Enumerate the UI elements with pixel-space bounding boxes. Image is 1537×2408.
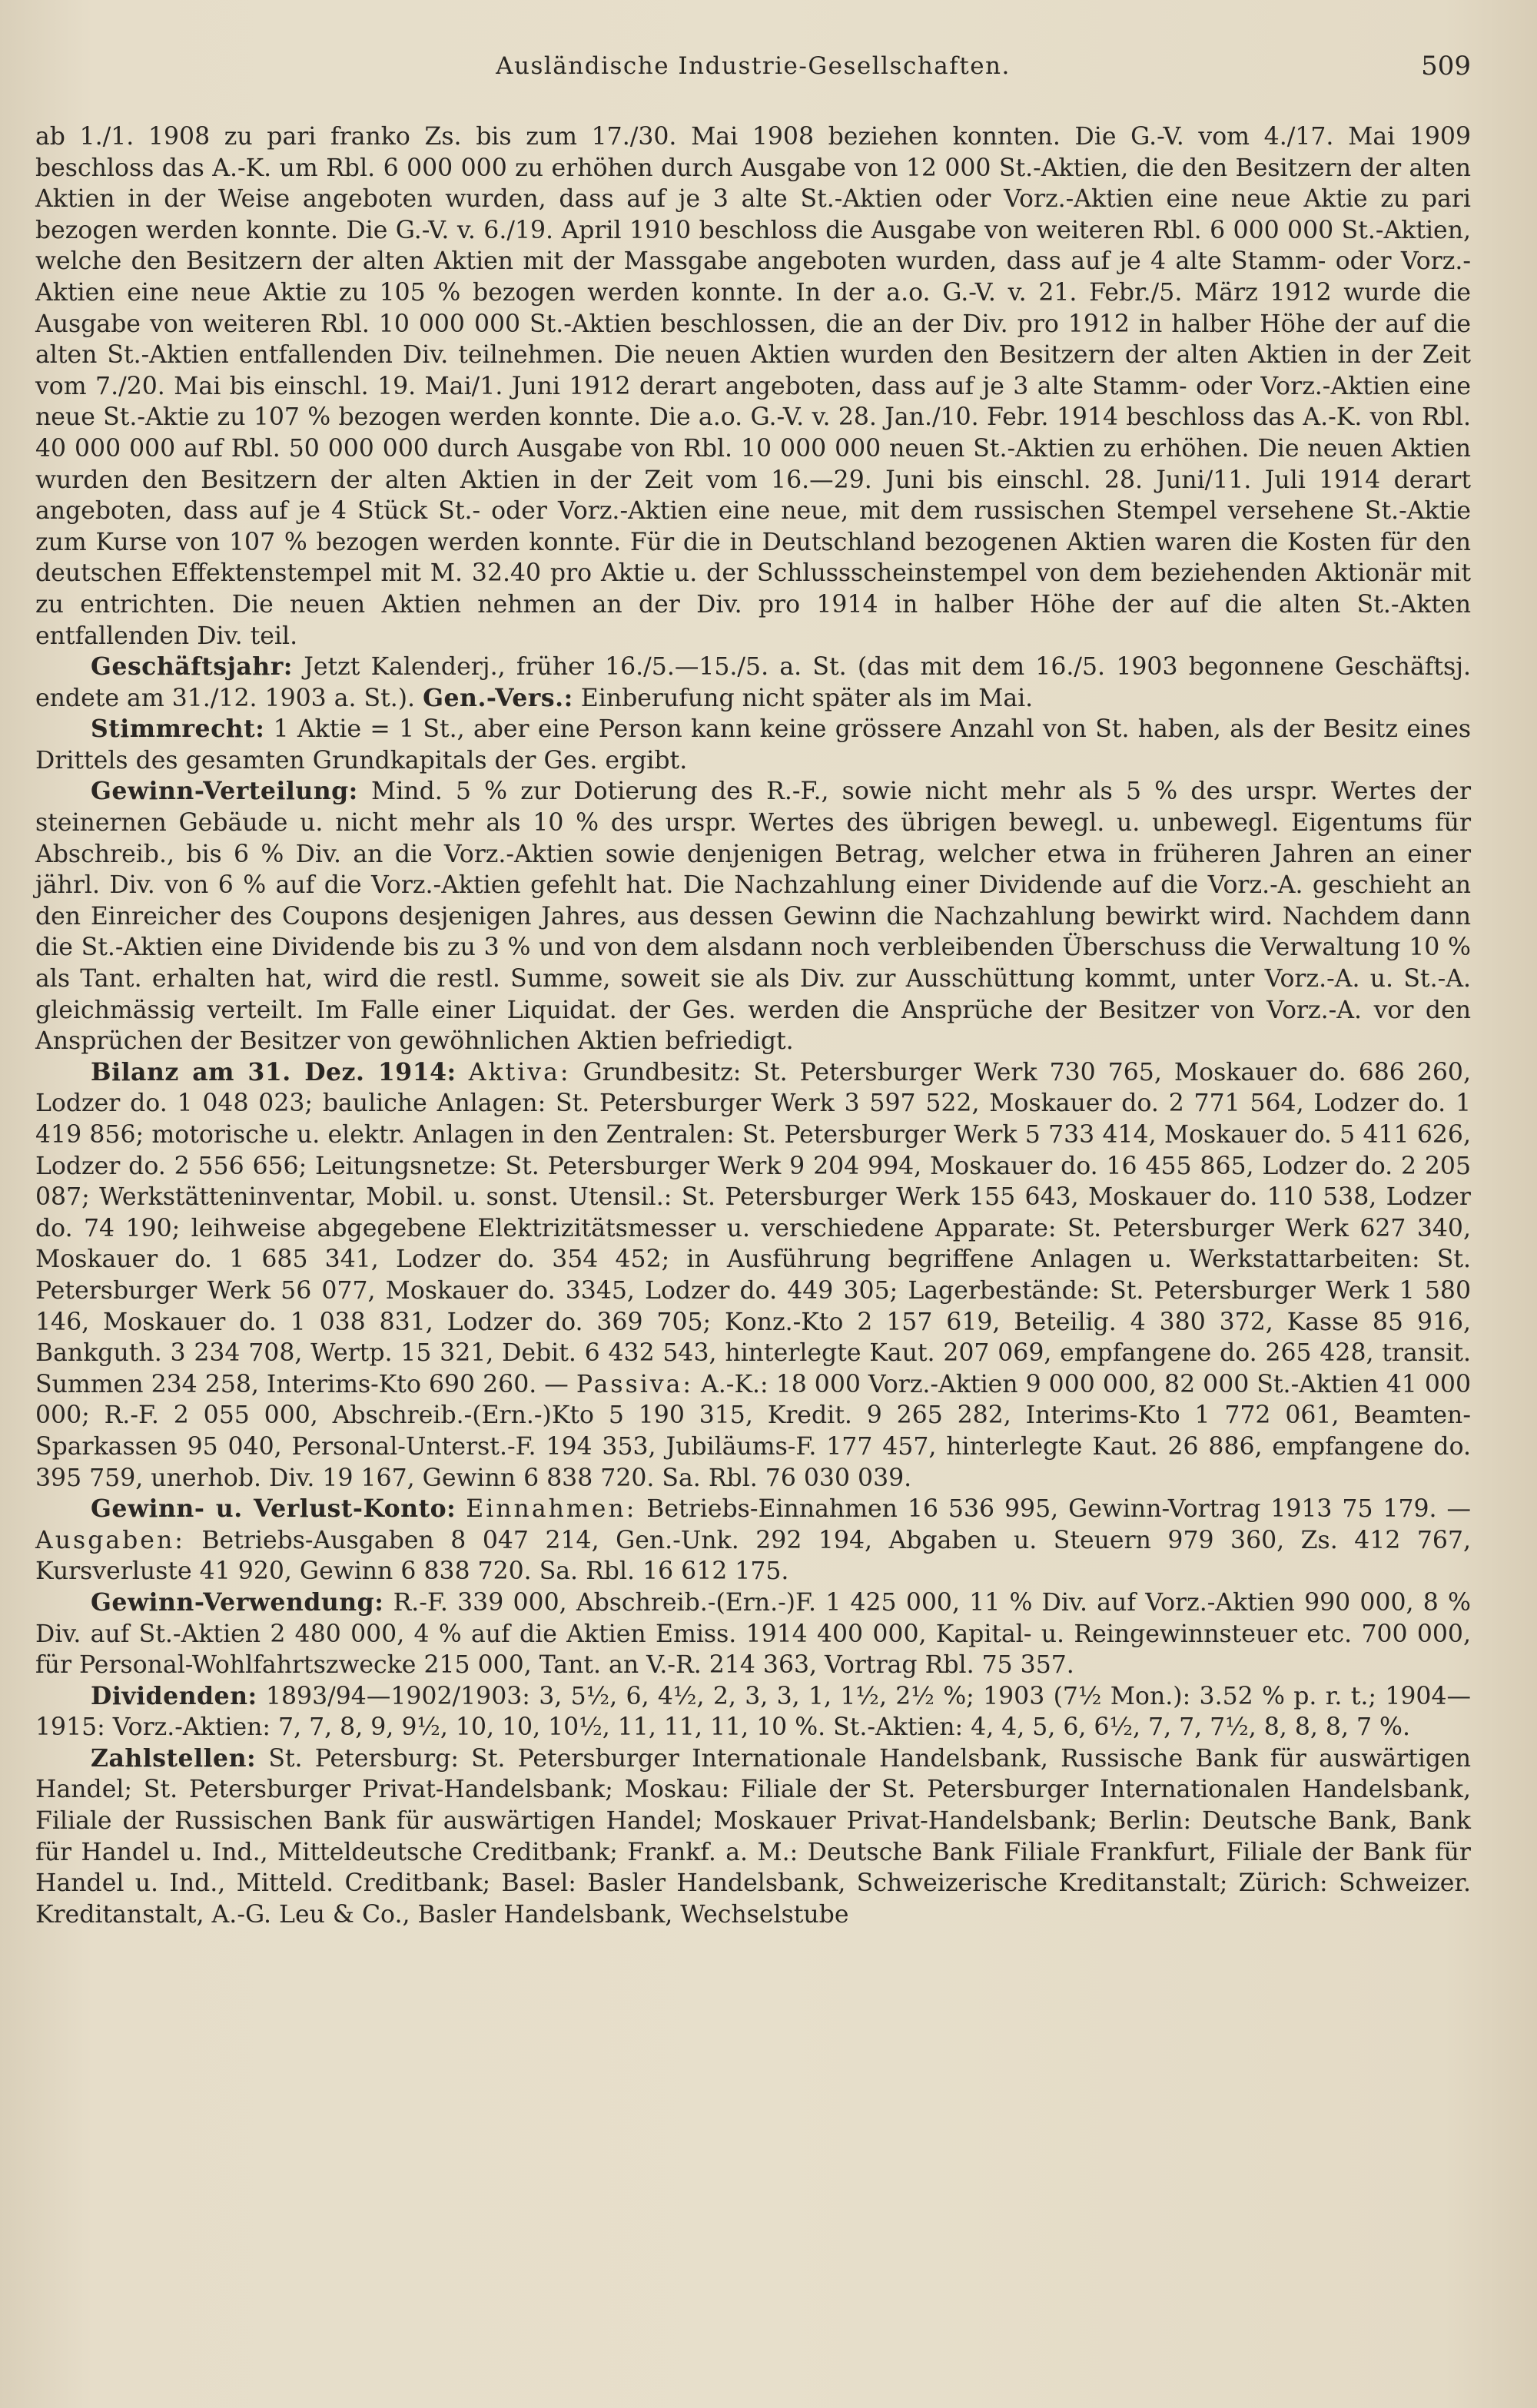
text-passiva: A.-K.: 18 000 Vorz.-Aktien 9 000 000, 82 000 St.-Aktien 41 000 000; R.-F. 2 055 000, Abschreib.-(Ern.-)Kto 5 190 315, Kredit. 9 265 282, Interims-Kto 1 772 061, Beamten-Sparkassen 95 040, Personal-Unterst.-F. 194 353, Jubiläums-F. 177 457, hinterlegte Kaut. 26 886, empfangene do. 395 759, unerhob. Div. 19 167, Gewinn 6 838 720. Sa. Rbl. 76 030 039. [35, 1370, 1471, 1492]
paragraph-gewinn-verwendung [35, 1587, 1471, 1681]
text-stimmrecht: 1 Aktie = 1 St., aber eine Person kann keine grössere Anzahl von St. haben, als der Besitz eines Drittels des gesamten Grundkapitals der Ges. ergibt. [35, 715, 1472, 774]
paragraph-gewinn-verlust [35, 1494, 1471, 1587]
text-gen-vers: Einberufung nicht später als im Mai. [580, 684, 1034, 712]
text-einnahmen: Betriebs-Einnahmen 16 536 995, Gewinn-Vortrag 1913 75 179. — [646, 1495, 1472, 1524]
label-aktiva: Aktiva: [468, 1058, 571, 1086]
label-gewinn-verlust: Gewinn- u. Verlust-Konto: [91, 1494, 456, 1524]
label-passiva: Passiva: [576, 1370, 693, 1398]
label-gen-vers: Gen.-Vers.: [423, 683, 573, 712]
label-zahlstellen: Zahlstellen: [91, 1743, 257, 1773]
paragraph-zahlstellen [35, 1743, 1471, 1931]
text-zahlstellen: St. Petersburg: St. Petersburger Internationale Handelsbank, Russische Bank für auswärtigen Handel; St. Petersburger Privat-Handelsbank; Moskau: Filiale der St. Petersburger Internationalen Handelsbank, Filiale der Russischen Bank für auswärtigen Handel; Moskauer Privat-Handelsbank; Berlin: Deutsche Bank, Bank für Handel u. Ind., Mitteldeutsche Creditbank; Frankf. a. M.: Deutsche Bank Filiale Frankfurt, Filiale der Bank für Handel u. Ind., Mitteld. Creditbank; Basel: Basler Handelsbank, Schweizerische Kreditanstalt; Zürich: Schweizer. Kreditanstalt, A.-G. Leu & Co., Basler Handelsbank, Wechselstube [35, 1744, 1471, 1929]
label-dividenden: Dividenden: [91, 1681, 257, 1710]
running-head: Ausländische Industrie-Gesellschaften. [496, 52, 1011, 80]
text-gewinn-verwendung: R.-F. 339 000, Abschreib.-(Ern.-)F. 1 425 000, 11 % Div. auf Vorz.-Aktien 990 000, 8 % Div. auf St.-Aktien 2 480 000, 4 % auf die Aktien Emiss. 1914 400 000, Kapital- u. Reingewinnsteuer etc. 700 000, für Personal-Wohlfahrtszwecke 215 000, Tant. an V.-R. 214 363, Vortrag Rbl. 75 357. [35, 1588, 1471, 1680]
text-aktiva: Grundbesitz: St. Petersburger Werk 730 765, Moskauer do. 686 260, Lodzer do. 1 048 023; bauliche Anlagen: St. Petersburger Werk 3 597 522, Moskauer do. 2 771 564, Lodzer do. 1 419 856; motorische u. elektr. Anlagen in den Zentralen: St. Petersburger Werk 5 733 414, Moskauer do. 5 411 626, Lodzer do. 2 556 656; Leitungsnetze: St. Petersburger Werk 9 204 994, Moskauer do. 16 455 865, Lodzer do. 2 205 087; Werkstätteninventar, Mobil. u. sonst. Utensil.: St. Petersburger Werk 155 643, Moskauer do. 110 538, Lodzer do. 74 190; leihweise abgegebene Elektrizitätsmesser u. verschiedene Apparate: St. Petersburger Werk 627 340, Moskauer do. 1 685 341, Lodzer do. 354 452; in Ausführung begriffene Anlagen u. Werkstattarbeiten: St. Petersburger Werk 56 077, Moskauer do. 3345, Lodzer do. 449 305; Lagerbestände: St. Petersburger Werk 1 580 146, Moskauer do. 1 038 831, Lodzer do. 369 705; Konz.-Kto 2 157 619, Beteilig. 4 380 372, Kasse 85 916, Bankguth. 3 234 708, Wertp. 15 321, Debit. 6 432 543, hinterlegte Kaut. 207 069, empfangene do. 265 428, transit. Summen 234 258, Interims-Kto 690 260. — [35, 1058, 1471, 1398]
text-dividenden: 1893/94—1902/1903: 3, 5½, 6, 4½, 2, 3, 3, 1, 1½, 2½ %; 1903 (7½ Mon.): 3.52 % p. r. t.; 1904—1915: Vorz.-Aktien: 7, 7, 8, 9, 9½, 10, 10, 10½, 11, 11, 11, 10 %. St.-Aktien: 4, 4, 5, 6, 6½, 7, 7, 7½, 8, 8, 8, 7 %. [35, 1682, 1472, 1742]
page-header [35, 46, 1471, 89]
text-ausgaben: Betriebs-Ausgaben 8 047 214, Gen.-Unk. 292 194, Abgaben u. Steuern 979 360, Zs. 412 767, Kursverluste 41 920, Gewinn 6 838 720. Sa. Rbl. 16 612 175. [35, 1526, 1471, 1586]
paragraph-bilanz [35, 1057, 1471, 1494]
label-ausgaben: Ausgaben: [35, 1526, 185, 1554]
paragraph-stimmrecht [35, 714, 1471, 776]
page-number: 509 [1421, 51, 1471, 81]
paragraph-capital-history: ab 1./1. 1908 zu pari franko Zs. bis zum 17./30. Mai 1908 beziehen konnten. Die G.-V. vom 4./17. Mai 1909 beschloss das A.-K. um Rbl. 6 000 000 zu erhöhen durch Ausgabe von 12 000 St.-Aktien, die den Besitzern der alten Aktien in der Weise angeboten wurden, dass auf je 3 alte St.-Aktien oder Vorz.-Aktien eine neue Aktie zu pari bezogen werden konnte. Die G.-V. v. 6./19. April 1910 beschloss die Ausgabe von weiteren Rbl. 6 000 000 St.-Aktien, welche den Besitzern der alten Aktien mit der Massgabe angeboten wurden, dass auf je 4 alte Stamm- oder Vorz.-Aktien eine neue Aktie zu 105 % bezogen werden konnte. In der a.o. G.-V. v. 21. Febr./5. März 1912 wurde die Ausgabe von weiteren Rbl. 10 000 000 St.-Aktien beschlossen, die an der Div. pro 1912 in halber Höhe der auf die alten St.-Aktien entfallenden Div. teilnehmen. Die neuen Aktien wurden den Besitzern der alten Aktien in der Zeit vom 7./20. Mai bis einschl. 19. Mai/1. Juni 1912 derart angeboten, dass auf je 3 alte Stamm- oder Vorz.-Aktien eine neue St.-Aktie zu 107 % bezogen werden konnte. Die a.o. G.-V. v. 28. Jan./10. Febr. 1914 beschloss das A.-K. von Rbl. 40 000 000 auf Rbl. 50 000 000 durch Ausgabe von Rbl. 10 000 000 neuen St.-Aktien zu erhöhen. Die neuen Aktien wurden den Besitzern der alten Aktien in der Zeit vom 16.—29. Juni bis einschl. 28. Juni/11. Juli 1914 derart angeboten, dass auf je 4 Stück St.- oder Vorz.-Aktien eine neue, mit dem russischen Stempel versehene St.-Aktie zum Kurse von 107 % bezogen werden konnte. Für die in Deutschland bezogenen Aktien waren die Kosten für den deutschen Effektenstempel mit M. 32.40 pro Aktie u. der Schlussscheinstempel von dem beziehenden Aktionär mit zu entrichten. Die neuen Aktien nehmen an der Div. pro 1914 in halber Höhe der auf die alten St.-Akten entfallenden Div. teil. [35, 123, 1471, 650]
label-einnahmen: Einnahmen: [466, 1495, 637, 1524]
paragraph-gewinn-verteilung [35, 776, 1471, 1056]
text-geschaeftsjahr: Jetzt Kalenderj., früher 16./5.—15./5. a. St. (das mit dem 16./5. 1903 begonnene Geschäftsj. endete am 31./12. 1903 a. St.). [35, 653, 1471, 712]
label-bilanz: Bilanz am 31. Dez. 1914: [91, 1057, 456, 1086]
label-gewinn-verteilung: Gewinn-Verteilung: [91, 777, 358, 806]
label-stimmrecht: Stimmrecht: [91, 715, 265, 744]
paragraph-geschaeftsjahr [35, 652, 1471, 714]
label-geschaeftsjahr: Geschäftsjahr: [91, 652, 293, 682]
paragraph-dividenden [35, 1681, 1471, 1743]
page-body [35, 121, 1471, 1930]
text-gewinn-verteilung: Mind. 5 % zur Dotierung des R.-F., sowie nicht mehr als 5 % des urspr. Wertes der steinernen Gebäude u. nicht mehr als 10 % des urspr. Wertes des übrigen bewegl. u. unbewegl. Eigentums für Abschreib., bis 6 % Div. an die Vorz.-Aktien sowie denjenigen Betrag, welcher etwa in früheren Jahren an einer jährl. Div. von 6 % auf die Vorz.-Aktien gefehlt hat. Die Nachzahlung einer Dividende auf die Vorz.-A. geschieht an den Einreicher des Coupons desjenigen Jahres, aus dessen Gewinn die Nachzahlung bewirkt wird. Nachdem dann die St.-Aktien eine Dividende bis zu 3 % und von dem alsdann noch verbleibenden Überschuss die Verwaltung 10 % als Tant. erhalten hat, wird die restl. Summe, soweit sie als Div. zur Ausschüttung kommt, unter Vorz.-A. u. St.-A. gleichmässig verteilt. Im Falle einer Liquidat. der Ges. werden die Ansprüche der Besitzer von Vorz.-A. vor den Ansprüchen der Besitzer von gewöhnlichen Aktien befriedigt. [35, 778, 1471, 1056]
label-gewinn-verwendung: Gewinn-Verwendung: [91, 1587, 384, 1617]
